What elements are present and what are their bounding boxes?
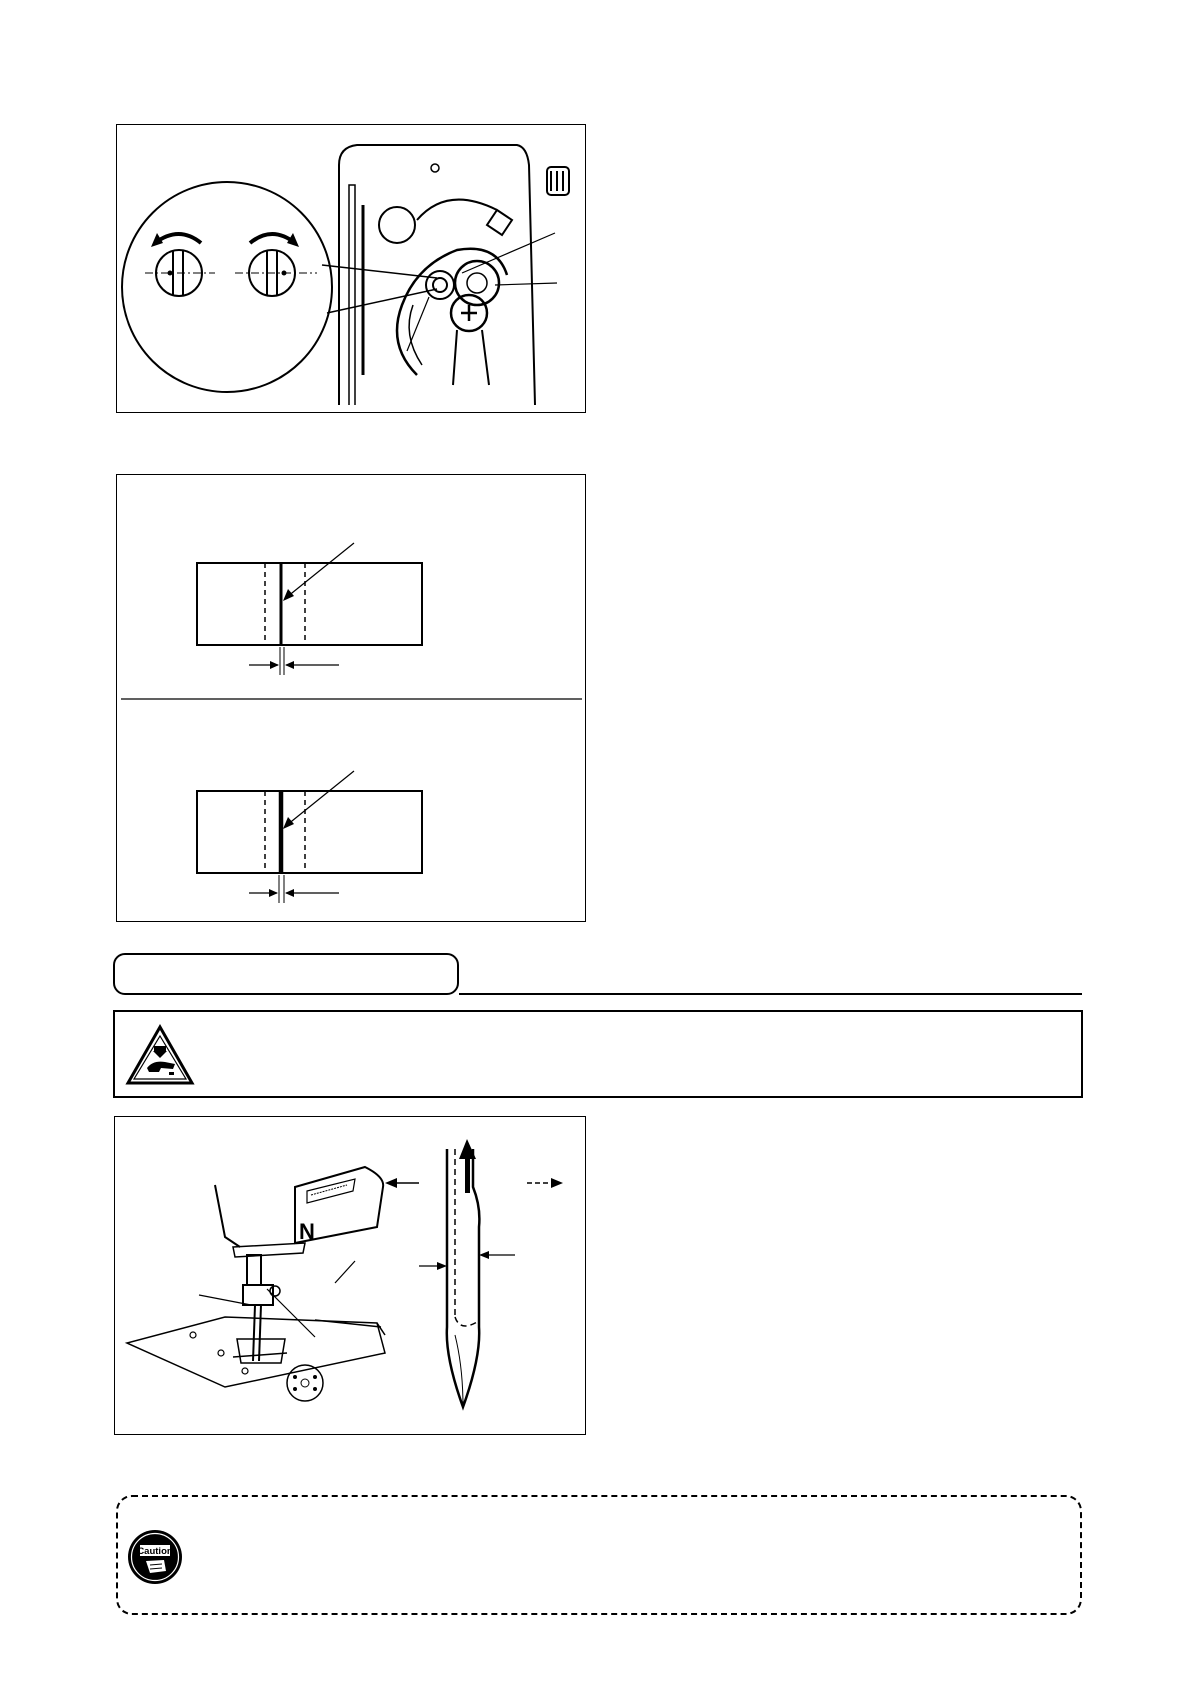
stitch-position-figure	[116, 474, 586, 922]
hook-drawing	[117, 125, 587, 414]
caution-box	[116, 1495, 1082, 1615]
caution-icon	[124, 1527, 186, 1587]
needle-installation-figure	[114, 1116, 586, 1435]
section-rule	[459, 993, 1082, 995]
needle-guard-brand-mark: N	[299, 1219, 315, 1244]
section-heading-tab	[113, 953, 459, 995]
hand-crush-warning-icon	[125, 1024, 195, 1086]
hook-eccentric-pin-figure	[116, 124, 586, 413]
needle-drawing	[115, 1117, 587, 1436]
caution-icon-label: Caution	[137, 1546, 173, 1557]
warning-box	[113, 1010, 1083, 1098]
stitch-drawing	[117, 475, 587, 923]
